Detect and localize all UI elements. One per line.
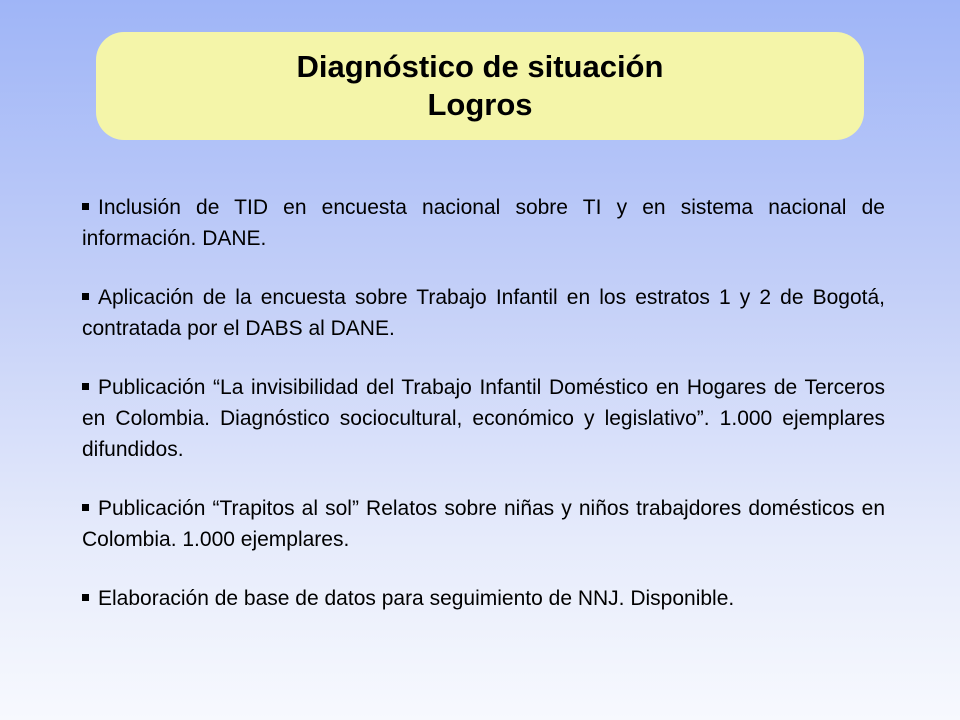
square-bullet-icon (82, 203, 89, 210)
square-bullet-icon (82, 504, 89, 511)
bullet-text: Publicación “La invisibilidad del Trabajo Infantil Doméstico en Hogares de Terceros en Colombia. Diagnóstico sociocultural, económico y legislativo”. 1.000 ejemplares difundidos. (82, 376, 885, 461)
square-bullet-icon (82, 594, 89, 601)
bullet-text: Publicación “Trapitos al sol” Relatos sobre niñas y niños trabajdores domésticos en Colombia. 1.000 ejemplares. (82, 497, 885, 551)
bullet-list (82, 192, 885, 642)
bullet-item-publication-trapitos (82, 493, 885, 555)
bullet-item-survey-application (82, 282, 885, 344)
slide-title: Diagnóstico de situación (296, 49, 664, 84)
bullet-text: Elaboración de base de datos para seguimiento de NNJ. Disponible. (98, 587, 735, 610)
bullet-item-dane-inclusion (82, 192, 885, 254)
bullet-text: Inclusión de TID en encuesta nacional sobre TI y en sistema nacional de información. DANE. (82, 196, 885, 250)
square-bullet-icon (82, 293, 89, 300)
square-bullet-icon (82, 383, 89, 390)
bullet-text: Aplicación de la encuesta sobre Trabajo Infantil en los estratos 1 y 2 de Bogotá, contratada por el DABS al DANE. (82, 286, 885, 340)
slide-subtitle: Logros (427, 87, 533, 122)
bullet-item-publication-invisibilidad (82, 372, 885, 465)
title-box (96, 32, 864, 140)
bullet-item-database (82, 583, 885, 614)
